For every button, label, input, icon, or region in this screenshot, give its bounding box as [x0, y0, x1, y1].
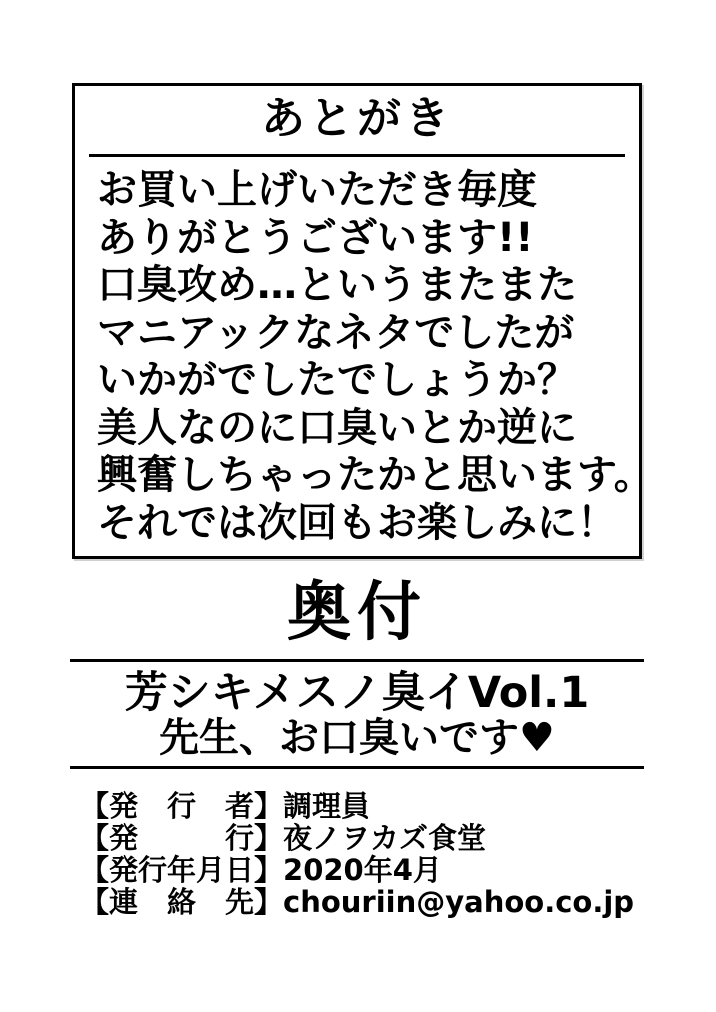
afterword-line-1: お買い上げいただき毎度 — [97, 167, 537, 213]
colophon-entry-circle — [80, 822, 660, 854]
colophon-entry-date — [80, 854, 660, 886]
colophon-entry-value: 調理員 — [283, 789, 371, 823]
colophon-entries — [80, 790, 660, 918]
afterword-line-3: 口臭攻め…というまたまた — [97, 262, 577, 308]
colophon-entry-label: 【連 絡 先】 — [80, 885, 284, 919]
colophon-divider-top — [70, 659, 644, 662]
afterword-title: あとがき — [261, 93, 453, 144]
book-subtitle: 先生、お口臭いです♥ — [159, 715, 555, 761]
afterword-body — [75, 157, 654, 547]
colophon-divider-bottom — [70, 766, 644, 769]
colophon-entry-label: 【発 行 者】 — [80, 789, 284, 823]
colophon-entry-publisher — [80, 790, 660, 822]
colophon-entry-value: 夜ノヲカズ食堂 — [283, 821, 487, 855]
colophon-entry-value: chouriin@yahoo.co.jp — [283, 885, 635, 919]
colophon-entry-label: 【発行年月日】 — [80, 853, 284, 887]
afterword-box — [72, 83, 654, 559]
afterword-line-8: それでは次回もお楽しみに！ — [97, 499, 617, 546]
book-title: 芳シキメスノ臭イVol.1 — [124, 668, 590, 718]
afterword-line-7: 興奮しちゃったかと思います。 — [97, 452, 654, 498]
afterword-line-5: いかがでしたでしょうか？ — [97, 357, 577, 403]
afterword-line-6: 美人なのに口臭いとか逆に — [97, 404, 577, 451]
colophon-entry-value: 2020年4月 — [283, 853, 442, 887]
colophon-entry-label: 【発 行】 — [80, 821, 284, 855]
afterword-line-2: ありがとうございます!! — [97, 214, 534, 261]
colophon-title: 奥付 — [287, 576, 427, 650]
colophon-entry-contact — [80, 886, 660, 918]
afterword-line-4: マニアックなネタでしたが — [97, 309, 575, 356]
